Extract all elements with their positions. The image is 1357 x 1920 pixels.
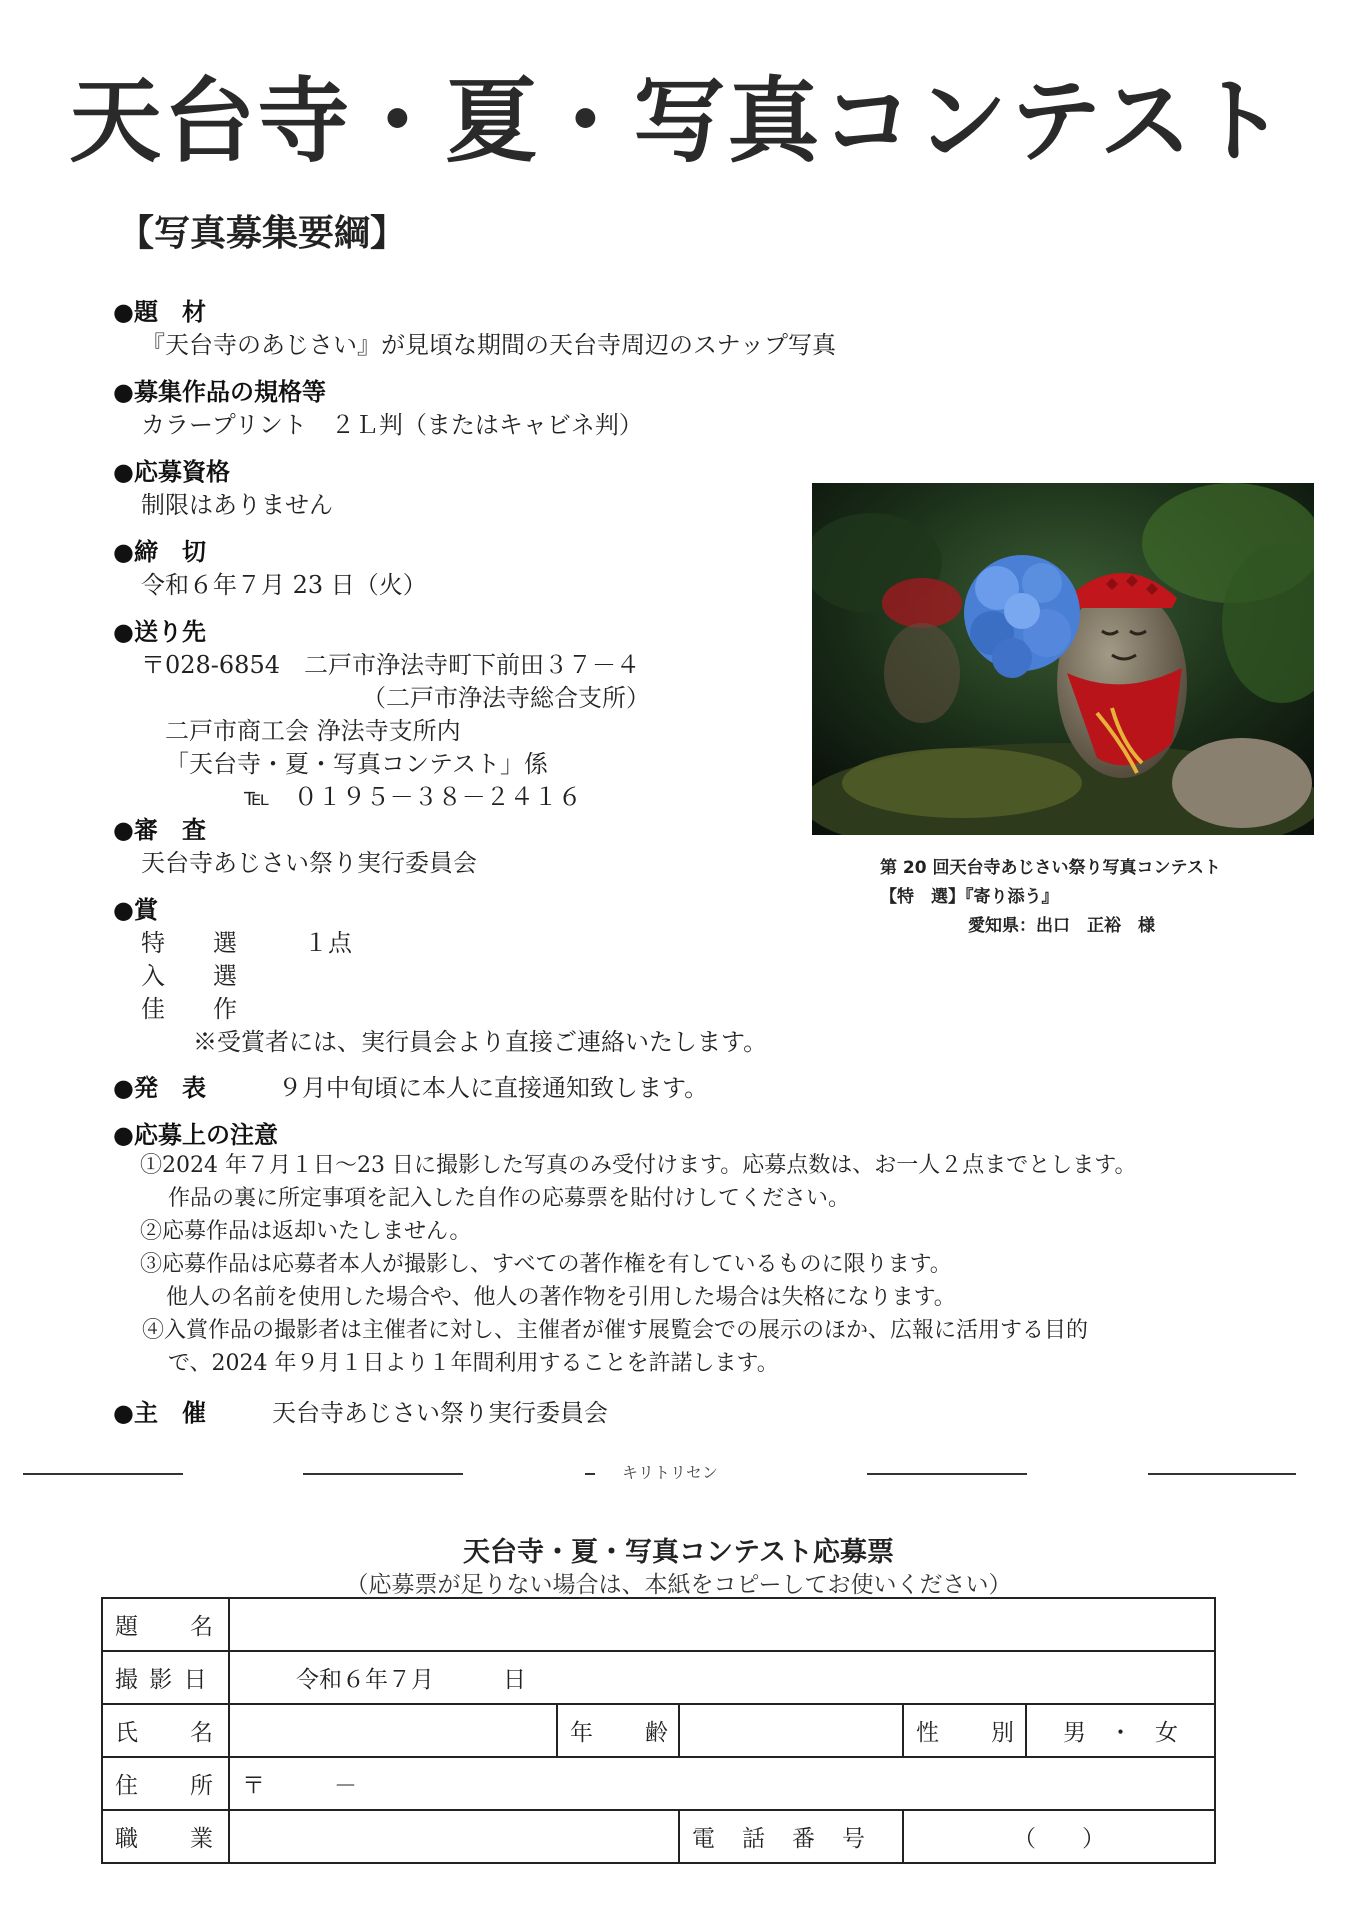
form-label-name: 氏 名: [102, 1704, 229, 1757]
date-field[interactable]: 令和６年７月 日: [229, 1651, 1215, 1704]
form-label-phone: 電 話 番 号: [679, 1810, 903, 1863]
form-title: 天台寺・夏・写真コンテスト応募票: [463, 1537, 894, 1568]
prize-count: １点: [304, 929, 352, 957]
form-label-title: 題 名: [102, 1598, 229, 1651]
photo-caption-line2: 【特 選】『寄り添う』: [880, 887, 1059, 907]
phone-field[interactable]: （ ）: [903, 1810, 1215, 1863]
judging-heading: ●審 査: [113, 816, 206, 844]
form-row-date: [102, 1651, 1215, 1704]
cut-line: [585, 1473, 595, 1475]
form-label-gender: 性 別: [903, 1704, 1026, 1757]
note-line: ②応募作品は返却いたしません。: [140, 1219, 472, 1244]
prizes-heading: ●賞: [113, 896, 158, 924]
note-line: ①2024 年７月１日～23 日に撮影した写真のみ受付けます。応募点数は、お一人２点までとします。: [140, 1153, 1137, 1178]
gender-field[interactable]: 男 ・ 女: [1026, 1704, 1215, 1757]
photo-caption-line1: 第 20 回天台寺あじさい祭り写真コンテスト: [880, 858, 1221, 878]
title-field[interactable]: [229, 1598, 1215, 1651]
form-row-name: [102, 1704, 1215, 1757]
entry-form-table: [101, 1597, 1216, 1864]
prize-label: 入 選: [141, 962, 237, 990]
note-line: ③応募作品は応募者本人が撮影し、すべての著作権を有しているものに限ります。: [140, 1252, 952, 1277]
note-line: 他人の名前を使用した場合や、他人の著作物を引用した場合は失格になります。: [166, 1285, 956, 1310]
cut-line: [23, 1473, 183, 1475]
judging-text: 天台寺あじさい祭り実行委員会: [141, 849, 477, 877]
cut-line: [1148, 1473, 1296, 1475]
contest-photo: [812, 483, 1314, 835]
announcement-heading: ●発 表: [113, 1074, 206, 1102]
form-row-address: [102, 1757, 1215, 1810]
section-title: 【写真募集要綱】: [118, 213, 407, 254]
page-title: 天台寺・夏・写真コンテスト: [69, 68, 1288, 175]
deadline-heading: ●締 切: [113, 538, 206, 566]
address-line1: 〒028-6854 二戸市浄法寺町下前田３７－４: [141, 651, 640, 679]
prize-label: 佳 作: [141, 995, 237, 1023]
age-field[interactable]: [679, 1704, 903, 1757]
note-line: で、2024 年９月１日より１年間利用することを許諾します。: [168, 1351, 779, 1376]
address-heading: ●送り先: [113, 618, 206, 646]
theme-heading: ●題 材: [113, 298, 206, 326]
address-field[interactable]: 〒 －: [229, 1757, 1215, 1810]
note-line: 作品の裏に所定事項を記入した自作の応募票を貼付けしてください。: [168, 1186, 851, 1211]
form-row-title: [102, 1598, 1215, 1651]
spec-text: カラープリント ２Ｌ判（またはキャビネ判）: [141, 411, 643, 439]
eligibility-heading: ●応募資格: [113, 458, 230, 486]
form-label-address: 住 所: [102, 1757, 229, 1810]
eligibility-text: 制限はありません: [141, 491, 333, 519]
prize-label: 特 選: [141, 929, 237, 957]
theme-text: 『天台寺のあじさい』が見頃な期間の天台寺周辺のスナップ写真: [141, 331, 837, 359]
prize-note: ※受賞者には、実行員会より直接ご連絡いたします。: [193, 1028, 768, 1056]
cut-label: キリトリセン: [622, 1463, 718, 1482]
form-subtitle: （応募票が足りない場合は、本紙をコピーしてお使いください）: [345, 1572, 1012, 1598]
name-field[interactable]: [229, 1704, 557, 1757]
cut-line: [867, 1473, 1027, 1475]
photo-caption-line3: 愛知県：出口 正裕 様: [968, 916, 1155, 936]
deadline-text: 令和６年７月 23 日（火）: [141, 571, 427, 599]
form-label-date: 撮 影 日: [102, 1651, 229, 1704]
form-row-job: [102, 1810, 1215, 1863]
address-line4: 「天台寺・夏・写真コンテスト」係: [165, 750, 549, 778]
announcement-text: ９月中旬頃に本人に直接通知致します。: [278, 1074, 709, 1102]
address-line3: 二戸市商工会 浄法寺支所内: [165, 717, 461, 745]
spec-heading: ●募集作品の規格等: [113, 378, 326, 406]
cut-line: [303, 1473, 463, 1475]
note-line: ④入賞作品の撮影者は主催者に対し、主催者が催す展覧会での展示のほか、広報に活用する目的: [142, 1318, 1089, 1343]
phone-number: ℡ ０１９５－３８－２４１６: [244, 783, 582, 811]
form-label-age: 年 齢: [557, 1704, 679, 1757]
job-field[interactable]: [229, 1810, 679, 1863]
notes-heading: ●応募上の注意: [113, 1121, 278, 1149]
organizer-heading: ●主 催: [113, 1399, 206, 1427]
jizo-hydrangea-illustration: [812, 483, 1314, 835]
form-label-job: 職 業: [102, 1810, 229, 1863]
organizer-text: 天台寺あじさい祭り実行委員会: [272, 1399, 608, 1427]
address-line2: （二戸市浄法寺総合支所）: [362, 684, 650, 712]
